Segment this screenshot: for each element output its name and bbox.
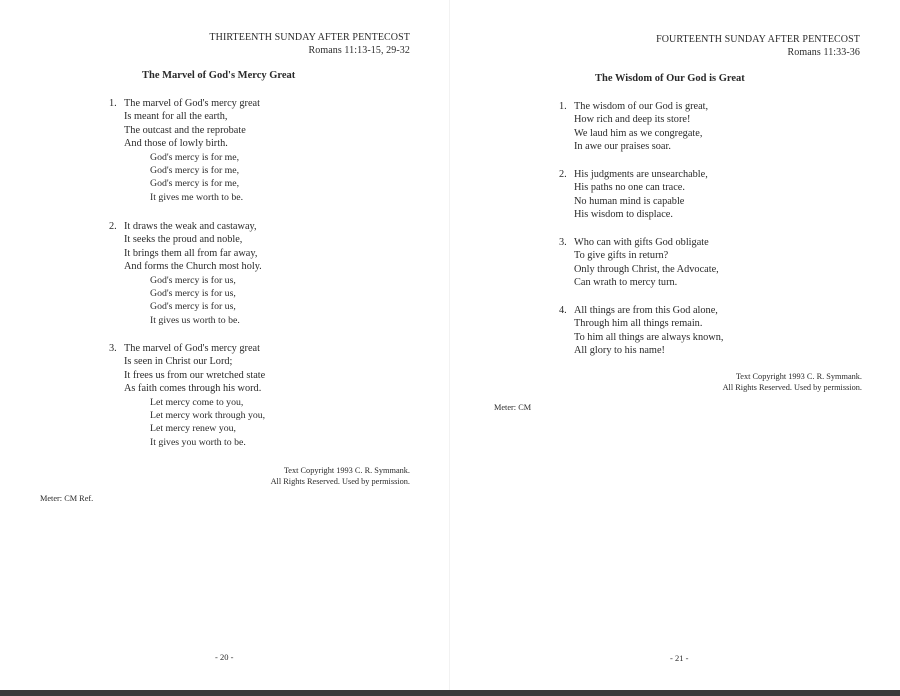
- refrain-line: It gives me worth to be.: [150, 191, 244, 203]
- hymn-line: In awe our praises soar.: [574, 141, 671, 153]
- left-page-heading: [209, 31, 410, 57]
- hymn-line: The outcast and the reprobate: [124, 124, 246, 136]
- occasion-title: FOURTEENTH SUNDAY AFTER PENTECOST: [656, 34, 860, 45]
- hymn-line: How rich and deep its store!: [574, 114, 691, 126]
- hymn-line: It seeks the proud and noble,: [124, 234, 243, 246]
- stanza-number: 3.: [109, 343, 117, 354]
- page-number: - 20 -: [215, 652, 234, 662]
- hymn-line: And those of lowly birth.: [124, 138, 228, 150]
- stanza-number: 1.: [559, 101, 567, 112]
- hymn-line: To give gifts in return?: [574, 250, 669, 262]
- hymn-line: No human mind is capable: [574, 195, 685, 207]
- stanza-number: 3.: [559, 237, 567, 248]
- scripture-reference: Romans 11:33-36: [787, 47, 860, 58]
- hymn-line: His judgments are unsearchable,: [574, 169, 708, 180]
- meter-label: Meter: CM Ref.: [40, 494, 94, 503]
- hymn-line: The marvel of God's mercy great: [124, 343, 260, 354]
- hymn-line: The marvel of God's mercy great: [124, 98, 260, 109]
- refrain-line: Let mercy renew you,: [150, 423, 236, 435]
- stanza-number: 2.: [559, 169, 567, 180]
- hymn-line: The wisdom of our God is great,: [574, 101, 709, 112]
- hymn-line: Can wrath to mercy turn.: [574, 277, 678, 289]
- occasion-title: THIRTEENTH SUNDAY AFTER PENTECOST: [209, 32, 410, 43]
- hymn-line: And forms the Church most holy.: [124, 261, 262, 273]
- hymn-line: Is seen in Christ our Lord;: [124, 356, 233, 368]
- right-page-heading: [656, 33, 860, 59]
- refrain-line: It gives you worth to be.: [150, 436, 246, 448]
- copyright-line: Text Copyright 1993 C. R. Symmank.: [735, 372, 862, 381]
- refrain-line: Let mercy work through you,: [150, 410, 266, 422]
- hymn-line: It frees us from our wretched state: [124, 369, 266, 381]
- hymn-line: All glory to his name!: [574, 345, 665, 357]
- hymn-line: As faith comes through his word.: [124, 383, 262, 395]
- stanza-number: 2.: [109, 221, 117, 232]
- refrain-line: God's mercy is for me,: [150, 178, 240, 190]
- meter-label: Meter: CM: [494, 403, 532, 412]
- refrain-line: God's mercy is for us,: [150, 301, 236, 313]
- refrain-line: Let mercy come to you,: [150, 396, 244, 408]
- hymn-title: The Marvel of God's Mercy Great: [142, 70, 296, 81]
- permission-line: All Rights Reserved. Used by permission.: [722, 383, 862, 392]
- copyright-notice: [723, 371, 862, 393]
- refrain-line: God's mercy is for us,: [150, 274, 236, 286]
- refrain-line: It gives us worth to be.: [150, 314, 240, 326]
- permission-line: All Rights Reserved. Used by permission.: [270, 477, 410, 486]
- hymn-line: Is meant for all the earth,: [124, 111, 228, 123]
- scripture-reference: Romans 11:13-15, 29-32: [308, 45, 410, 56]
- refrain-line: God's mercy is for me,: [150, 165, 240, 177]
- stanza-number: 4.: [559, 305, 567, 316]
- hymn-title: The Wisdom of Our God is Great: [595, 73, 745, 84]
- right-page: [450, 0, 900, 696]
- copyright-line: Text Copyright 1993 C. R. Symmank.: [283, 466, 410, 475]
- refrain-line: God's mercy is for us,: [150, 288, 236, 300]
- stanza-number: 1.: [109, 98, 117, 109]
- hymn-line: It brings them all from far away,: [124, 247, 258, 259]
- hymn-line: Only through Christ, the Advocate,: [574, 263, 719, 275]
- hymn-line: Who can with gifts God obligate: [574, 237, 709, 248]
- scan-bottom-edge: [0, 690, 900, 696]
- hymn-line: All things are from this God alone,: [574, 305, 718, 316]
- copyright-notice: [271, 465, 410, 487]
- refrain-line: God's mercy is for me,: [150, 151, 240, 163]
- hymn-line: It draws the weak and castaway,: [124, 221, 257, 232]
- hymn-line: To him all things are always known,: [574, 331, 724, 343]
- hymn-line: We laud him as we congregate,: [574, 127, 703, 139]
- page-number: - 21 -: [670, 653, 689, 663]
- hymn-line: His paths no one can trace.: [574, 182, 685, 194]
- hymn-line: Through him all things remain.: [574, 318, 703, 330]
- hymn-line: His wisdom to displace.: [574, 209, 673, 221]
